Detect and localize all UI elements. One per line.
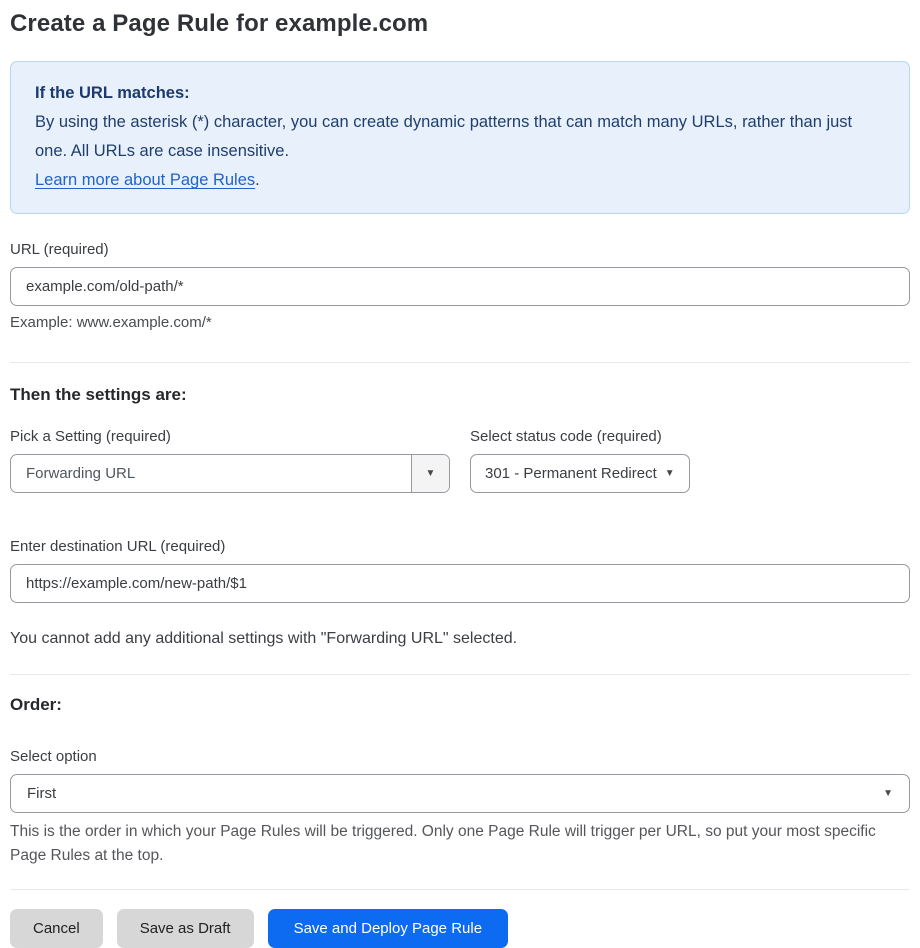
- settings-row: [10, 428, 910, 493]
- info-box-heading: If the URL matches:: [35, 84, 190, 102]
- order-select-label: Select option: [10, 748, 97, 765]
- setting-picker-column: [10, 428, 450, 493]
- setting-picker-arrow-segment[interactable]: [411, 455, 449, 492]
- chevron-down-icon: ▼: [664, 467, 675, 479]
- divider-above-actions: [10, 889, 910, 890]
- destination-url-label: Enter destination URL (required): [10, 538, 226, 555]
- page-title: Create a Page Rule for example.com: [10, 10, 429, 37]
- info-box-link-row: [35, 166, 885, 195]
- save-and-deploy-button[interactable]: Save and Deploy Page Rule: [268, 909, 508, 948]
- status-code-column: [470, 428, 690, 493]
- url-example-hint: Example: www.example.com/*: [10, 314, 212, 331]
- chevron-down-icon: ▼: [883, 787, 893, 799]
- order-select-dropdown[interactable]: [10, 774, 910, 813]
- order-help-text: This is the order in which your Page Rules will be triggered. Only one Page Rule will trigger per URL, so put your most specific Page Rules at the top.: [10, 823, 876, 864]
- url-match-info-box: [10, 61, 910, 214]
- status-code-value: 301 - Permanent Redirect: [485, 465, 657, 482]
- action-buttons: [10, 909, 910, 948]
- save-as-draft-button[interactable]: Save as Draft: [117, 909, 254, 948]
- status-code-label: Select status code (required): [470, 428, 662, 445]
- status-code-dropdown[interactable]: [470, 454, 690, 493]
- forwarding-url-note: You cannot add any additional settings with "Forwarding URL" selected.: [10, 630, 518, 647]
- url-field-label: URL (required): [10, 241, 109, 258]
- divider-url-settings: [10, 362, 910, 363]
- url-input[interactable]: [10, 267, 910, 306]
- order-section-heading: Order:: [10, 695, 62, 714]
- link-suffix: .: [255, 171, 260, 189]
- setting-picker-dropdown[interactable]: [10, 454, 450, 493]
- order-select-value: First: [27, 785, 57, 802]
- learn-more-link[interactable]: Learn more about Page Rules: [35, 171, 256, 189]
- chevron-down-icon: ▼: [425, 467, 436, 479]
- setting-picker-value: Forwarding URL: [26, 465, 136, 482]
- settings-section-heading: Then the settings are:: [10, 385, 187, 404]
- cancel-button[interactable]: Cancel: [10, 909, 103, 948]
- setting-picker-label: Pick a Setting (required): [10, 428, 171, 445]
- divider-settings-order: [10, 674, 910, 675]
- destination-url-input[interactable]: [10, 564, 910, 603]
- info-box-body: By using the asterisk (*) character, you can create dynamic patterns that can match many URLs, rather than just one. All URLs are case insensitive.: [35, 113, 853, 160]
